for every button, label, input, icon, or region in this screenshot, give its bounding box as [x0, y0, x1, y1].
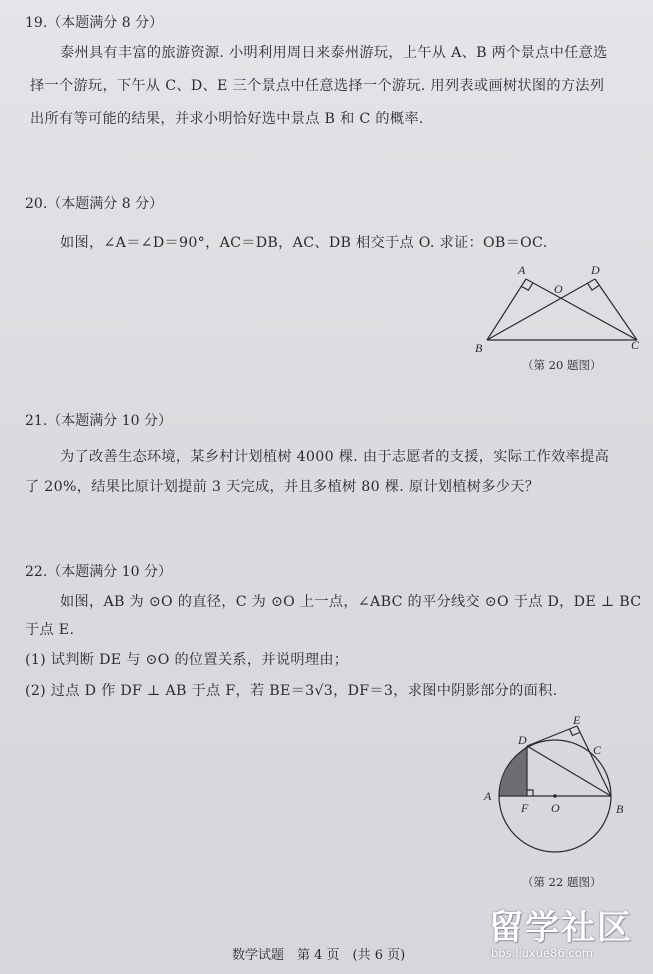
q19-line-1: 泰州具有丰富的旅游资源. 小明利用周日来泰州游玩，上午从 A、B 两个景点中任意选: [60, 45, 608, 61]
q22-line-2: 于点 E.: [25, 622, 75, 638]
label-E: E: [573, 713, 581, 727]
segment-AC: [526, 279, 637, 340]
watermark-logo: [483, 900, 643, 966]
label-O: O: [551, 801, 560, 815]
q20-figure: [468, 262, 648, 376]
q21-line-1: 为了改善生态环境，某乡村计划植树 4000 棵. 由于志愿者的支援，实际工作效率提高: [60, 449, 610, 465]
q19-line-2: 择一个游玩，下午从 C、D、E 三个景点中任意选择一个游玩. 用列表或画树状图的方法列: [30, 78, 605, 94]
q21-heading: 21.（本题满分 10 分）: [25, 413, 172, 429]
q20-caption: （第 20 题图）: [522, 358, 602, 372]
segment-BA: [487, 279, 526, 340]
segment-DC: [595, 279, 637, 340]
q22-caption: （第 22 题图）: [522, 875, 602, 889]
label-C: C: [593, 743, 602, 757]
label-B: B: [616, 802, 624, 816]
q19-line-3: 出所有等可能的结果，并求小明恰好选中景点 B 和 C 的概率.: [30, 111, 424, 127]
watermark-url: bbs.liuxue86.com: [491, 946, 593, 960]
q22-heading: 22.（本题满分 10 分）: [25, 564, 172, 580]
watermark-name: 留学社区: [489, 908, 633, 948]
shaded-region: [499, 746, 527, 796]
label-D: D: [518, 733, 527, 747]
q20-heading: 20.（本题满分 8 分）: [25, 196, 164, 212]
q22-line-1: 如图，AB 为 ⊙O 的直径，C 为 ⊙O 上一点，∠ABC 的平分线交 ⊙O 于点 D，DE ⊥ BC: [60, 594, 642, 610]
label-F: F: [521, 801, 529, 815]
segment-BD: [487, 279, 595, 340]
q22-line-4: (2) 过点 D 作 DF ⊥ AB 于点 F，若 BE＝3√3，DF＝3，求图中阴影部分的面积.: [25, 683, 558, 699]
right-angle-E: [570, 729, 580, 736]
q22-figure: [480, 710, 640, 895]
label-D: D: [591, 263, 600, 277]
q22-line-3: (1) 试判断 DE 与 ⊙O 的位置关系，并说明理由；: [25, 652, 349, 668]
label-O: O: [554, 282, 563, 296]
label-A: A: [518, 263, 526, 277]
q21-line-2: 了 20%，结果比原计划提前 3 天完成，并且多植树 80 棵. 原计划植树多少天？: [25, 479, 540, 495]
q19-heading: 19.（本题满分 8 分）: [25, 15, 164, 31]
label-C: C: [631, 338, 640, 352]
label-A: A: [484, 789, 492, 803]
q20-line-1: 如图，∠A＝∠D＝90°，AC＝DB，AC、DB 相交于点 O. 求证：OB＝OC.: [60, 235, 548, 251]
right-angle-D: [588, 283, 600, 290]
center-point: [553, 794, 557, 798]
label-B: B: [475, 341, 483, 355]
right-angle-F: [527, 790, 533, 796]
page-footer: 数学试题 第 4 页 (共 6 页): [232, 948, 406, 963]
